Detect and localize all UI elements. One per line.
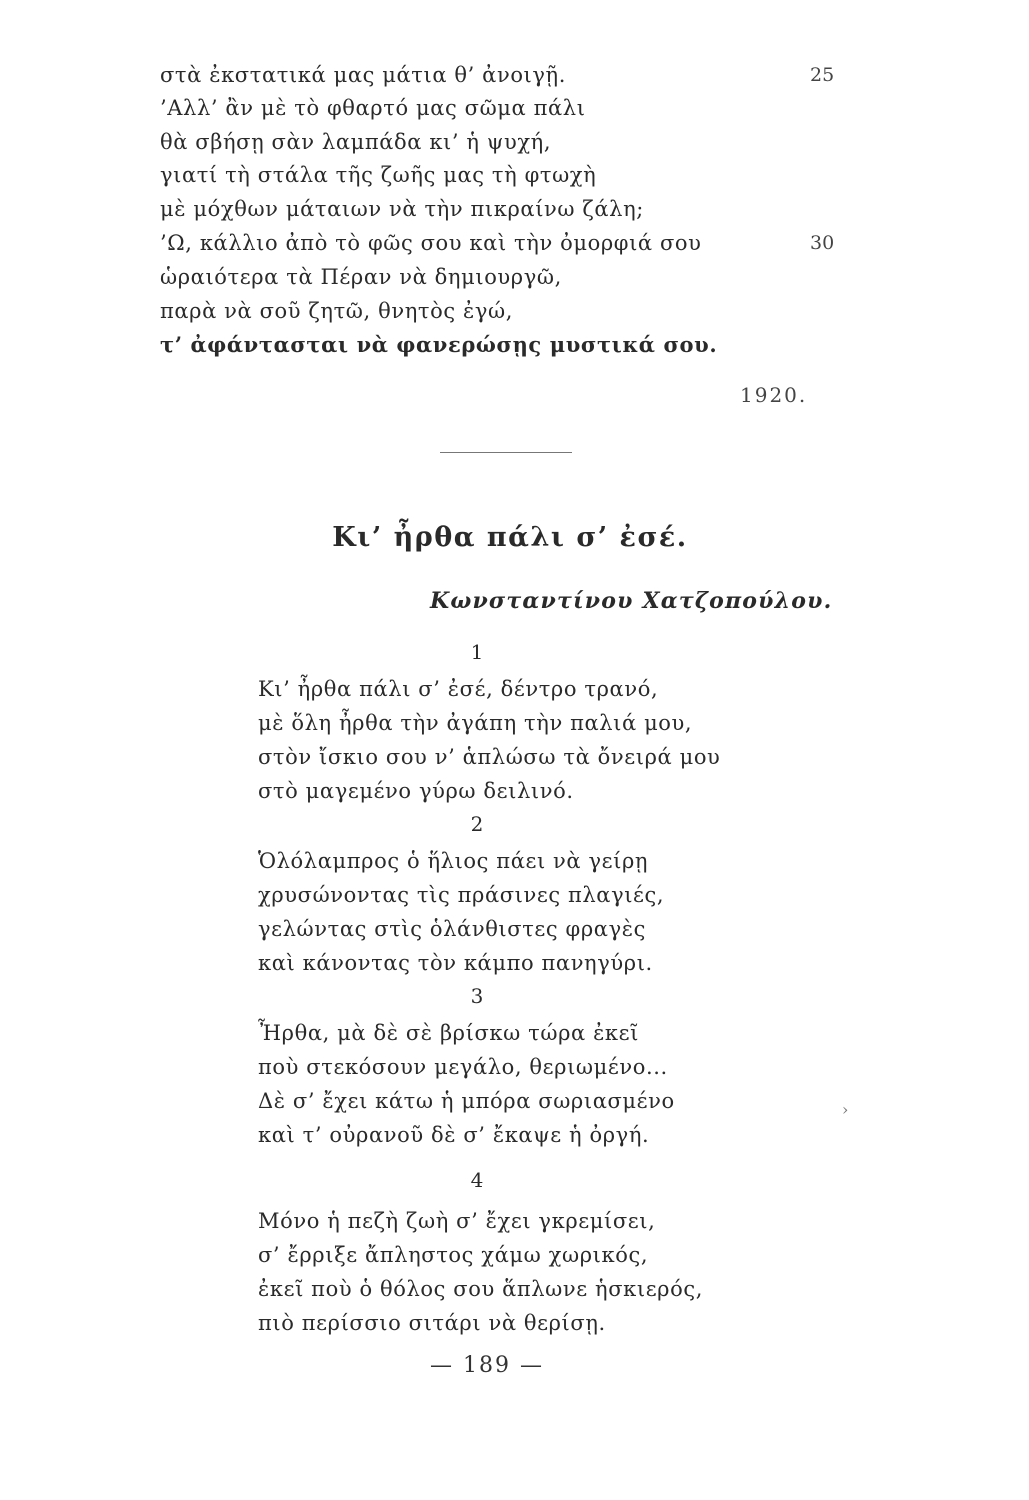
verse-line: τ’ ἀφάντασται νὰ φανερώσῃς μυστικά σου.	[160, 332, 718, 357]
verse-line: στὸν ἴσκιο σου ν’ ἁπλώσω τὰ ὄνειρά μου	[258, 745, 721, 769]
verse-line: μὲ μόχθων μάταιων νὰ τὴν πικραίνω ζάλη;	[160, 197, 644, 221]
stanza-number: 1	[470, 640, 484, 664]
verse-line: χρυσώνοντας τὶς πράσινες πλαγιές,	[258, 883, 665, 907]
verse-line: στὸ μαγεμένο γύρω δειλινό.	[258, 779, 574, 803]
verse-line: μὲ ὅλη ἦρθα τὴν ἀγάπη τὴν παλιά μου,	[258, 711, 693, 735]
poem-author: Κωνσταντίνου Χατζοπούλου.	[430, 588, 833, 614]
margin-mark: ›	[842, 1100, 849, 1119]
verse-line: σ’ ἔρριξε ἄπληστος χάμω χωρικός,	[258, 1243, 649, 1267]
section-divider	[440, 452, 572, 453]
verse-line: θὰ σβήσῃ σὰν λαμπάδα κι’ ἡ ψυχή,	[160, 130, 552, 154]
verse-line: ’Αλλ’ ἂν μὲ τὸ φθαρτό μας σῶμα πάλι	[160, 96, 586, 120]
verse-line: πιὸ περίσσιο σιτάρι νὰ θερίσῃ.	[258, 1311, 606, 1335]
verse-line: γελώντας στὶς ὁλάνθιστες φραγὲς	[258, 917, 646, 941]
verse-line: γιατί τὴ στάλα τῆς ζωῆς μας τὴ φτωχὴ	[160, 163, 597, 187]
stanza-number: 4	[470, 1168, 484, 1192]
line-number: 30	[810, 232, 835, 254]
verse-line: στὰ ἐκστατικά μας μάτια θ’ ἀνοιγῇ.	[160, 63, 566, 87]
page-number: — 189 —	[430, 1353, 544, 1378]
poem-date: 1920.	[740, 383, 808, 407]
verse-line: ὡραιότερα τὰ Πέραν νὰ δημιουργῶ,	[160, 265, 562, 289]
verse-line: παρὰ νὰ σοῦ ζητῶ, θνητὸς ἐγώ,	[160, 299, 513, 323]
verse-line: ’Ω, κάλλιο ἀπὸ τὸ φῶς σου καὶ τὴν ὀμορφιά σου	[160, 231, 702, 255]
verse-line: καὶ κάνοντας τὸν κάμπο πανηγύρι.	[258, 951, 653, 975]
stanza-number: 3	[470, 984, 484, 1008]
stanza-number: 2	[470, 812, 484, 836]
verse-line: καὶ τ’ οὐρανοῦ δὲ σ’ ἔκαψε ἡ ὀργή.	[258, 1123, 650, 1147]
poem-title: Κι’ ἦρθα πάλι σ’ ἐσέ.	[332, 522, 688, 553]
line-number: 25	[810, 64, 835, 86]
verse-line: Ὁλόλαμπρος ὁ ἥλιος πάει νὰ γείρῃ	[258, 849, 649, 873]
verse-line: Δὲ σ’ ἔχει κάτω ἡ μπόρα σωριασμένο	[258, 1089, 675, 1113]
verse-line: Κι’ ἦρθα πάλι σ’ ἐσέ, δέντρο τρανό,	[258, 677, 659, 701]
verse-line: Ἦρθα, μὰ δὲ σὲ βρίσκω τώρα ἐκεῖ	[258, 1021, 639, 1045]
verse-line: ποὺ στεκόσουν μεγάλο, θεριωμένο...	[258, 1055, 668, 1079]
verse-line: Μόνο ἡ πεζὴ ζωὴ σ’ ἔχει γκρεμίσει,	[258, 1209, 656, 1233]
verse-line: ἐκεῖ ποὺ ὁ θόλος σου ἅπλωνε ἡσκιερός,	[258, 1277, 703, 1301]
